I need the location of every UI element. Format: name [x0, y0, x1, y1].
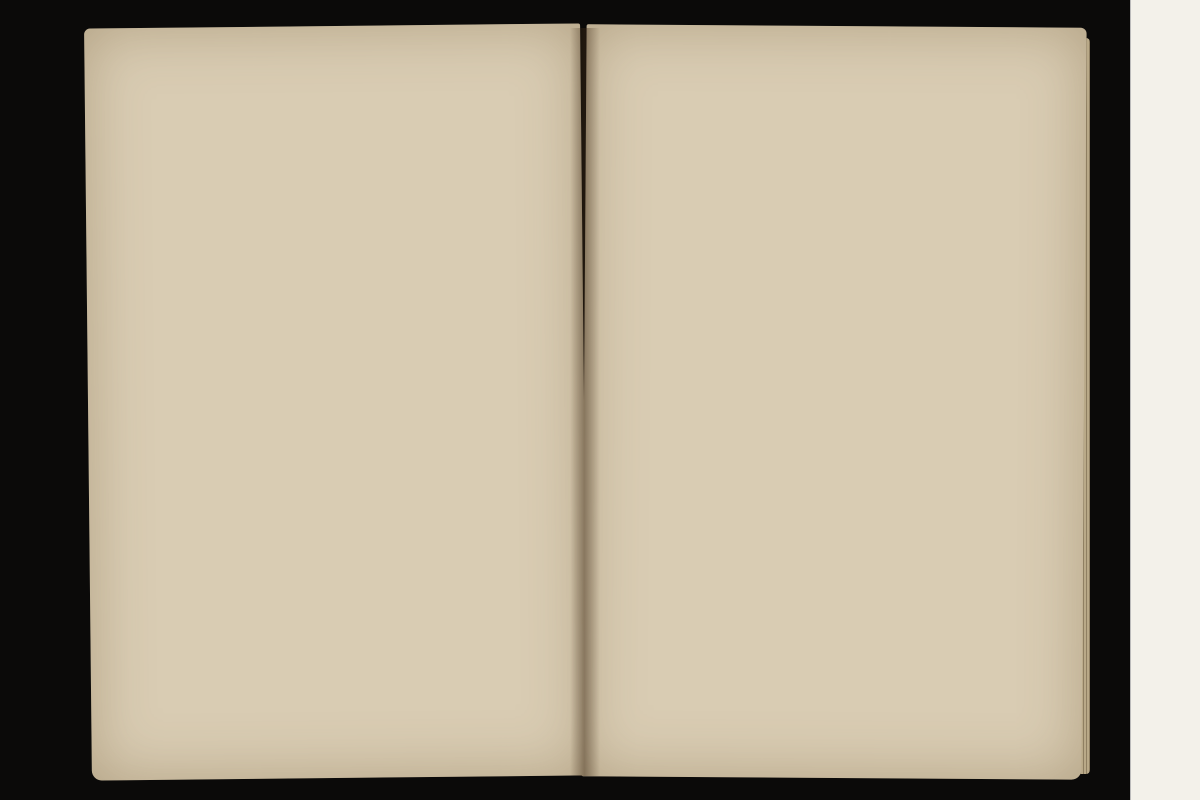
- scene-paragraph: [140, 58, 546, 62]
- act-paragraph: [140, 62, 546, 66]
- scene-paragraph: [618, 52, 1046, 55]
- act-heading: [140, 62, 546, 66]
- book-gutter: [570, 28, 600, 776]
- stage-setting: [140, 62, 546, 66]
- scene-heading: [140, 62, 546, 66]
- scene-heading: [140, 58, 546, 62]
- scene-paragraph: [140, 58, 546, 62]
- page-footer: [618, 52, 1046, 55]
- ruler-ticks: [1131, 0, 1200, 800]
- open-book: [84, 14, 1094, 786]
- right-page: [581, 24, 1086, 779]
- left-page-text: [140, 48, 546, 68]
- scene-heading: [140, 58, 546, 62]
- opening-paragraph: [140, 54, 546, 58]
- scene-paragraph: [140, 58, 546, 62]
- scale-ruler: [1130, 0, 1200, 800]
- left-page: [84, 23, 588, 780]
- continued-paragraph: [618, 48, 1046, 51]
- right-page-text: [618, 42, 1046, 55]
- scene-heading: [618, 52, 1046, 55]
- catchword-left: [144, 62, 546, 66]
